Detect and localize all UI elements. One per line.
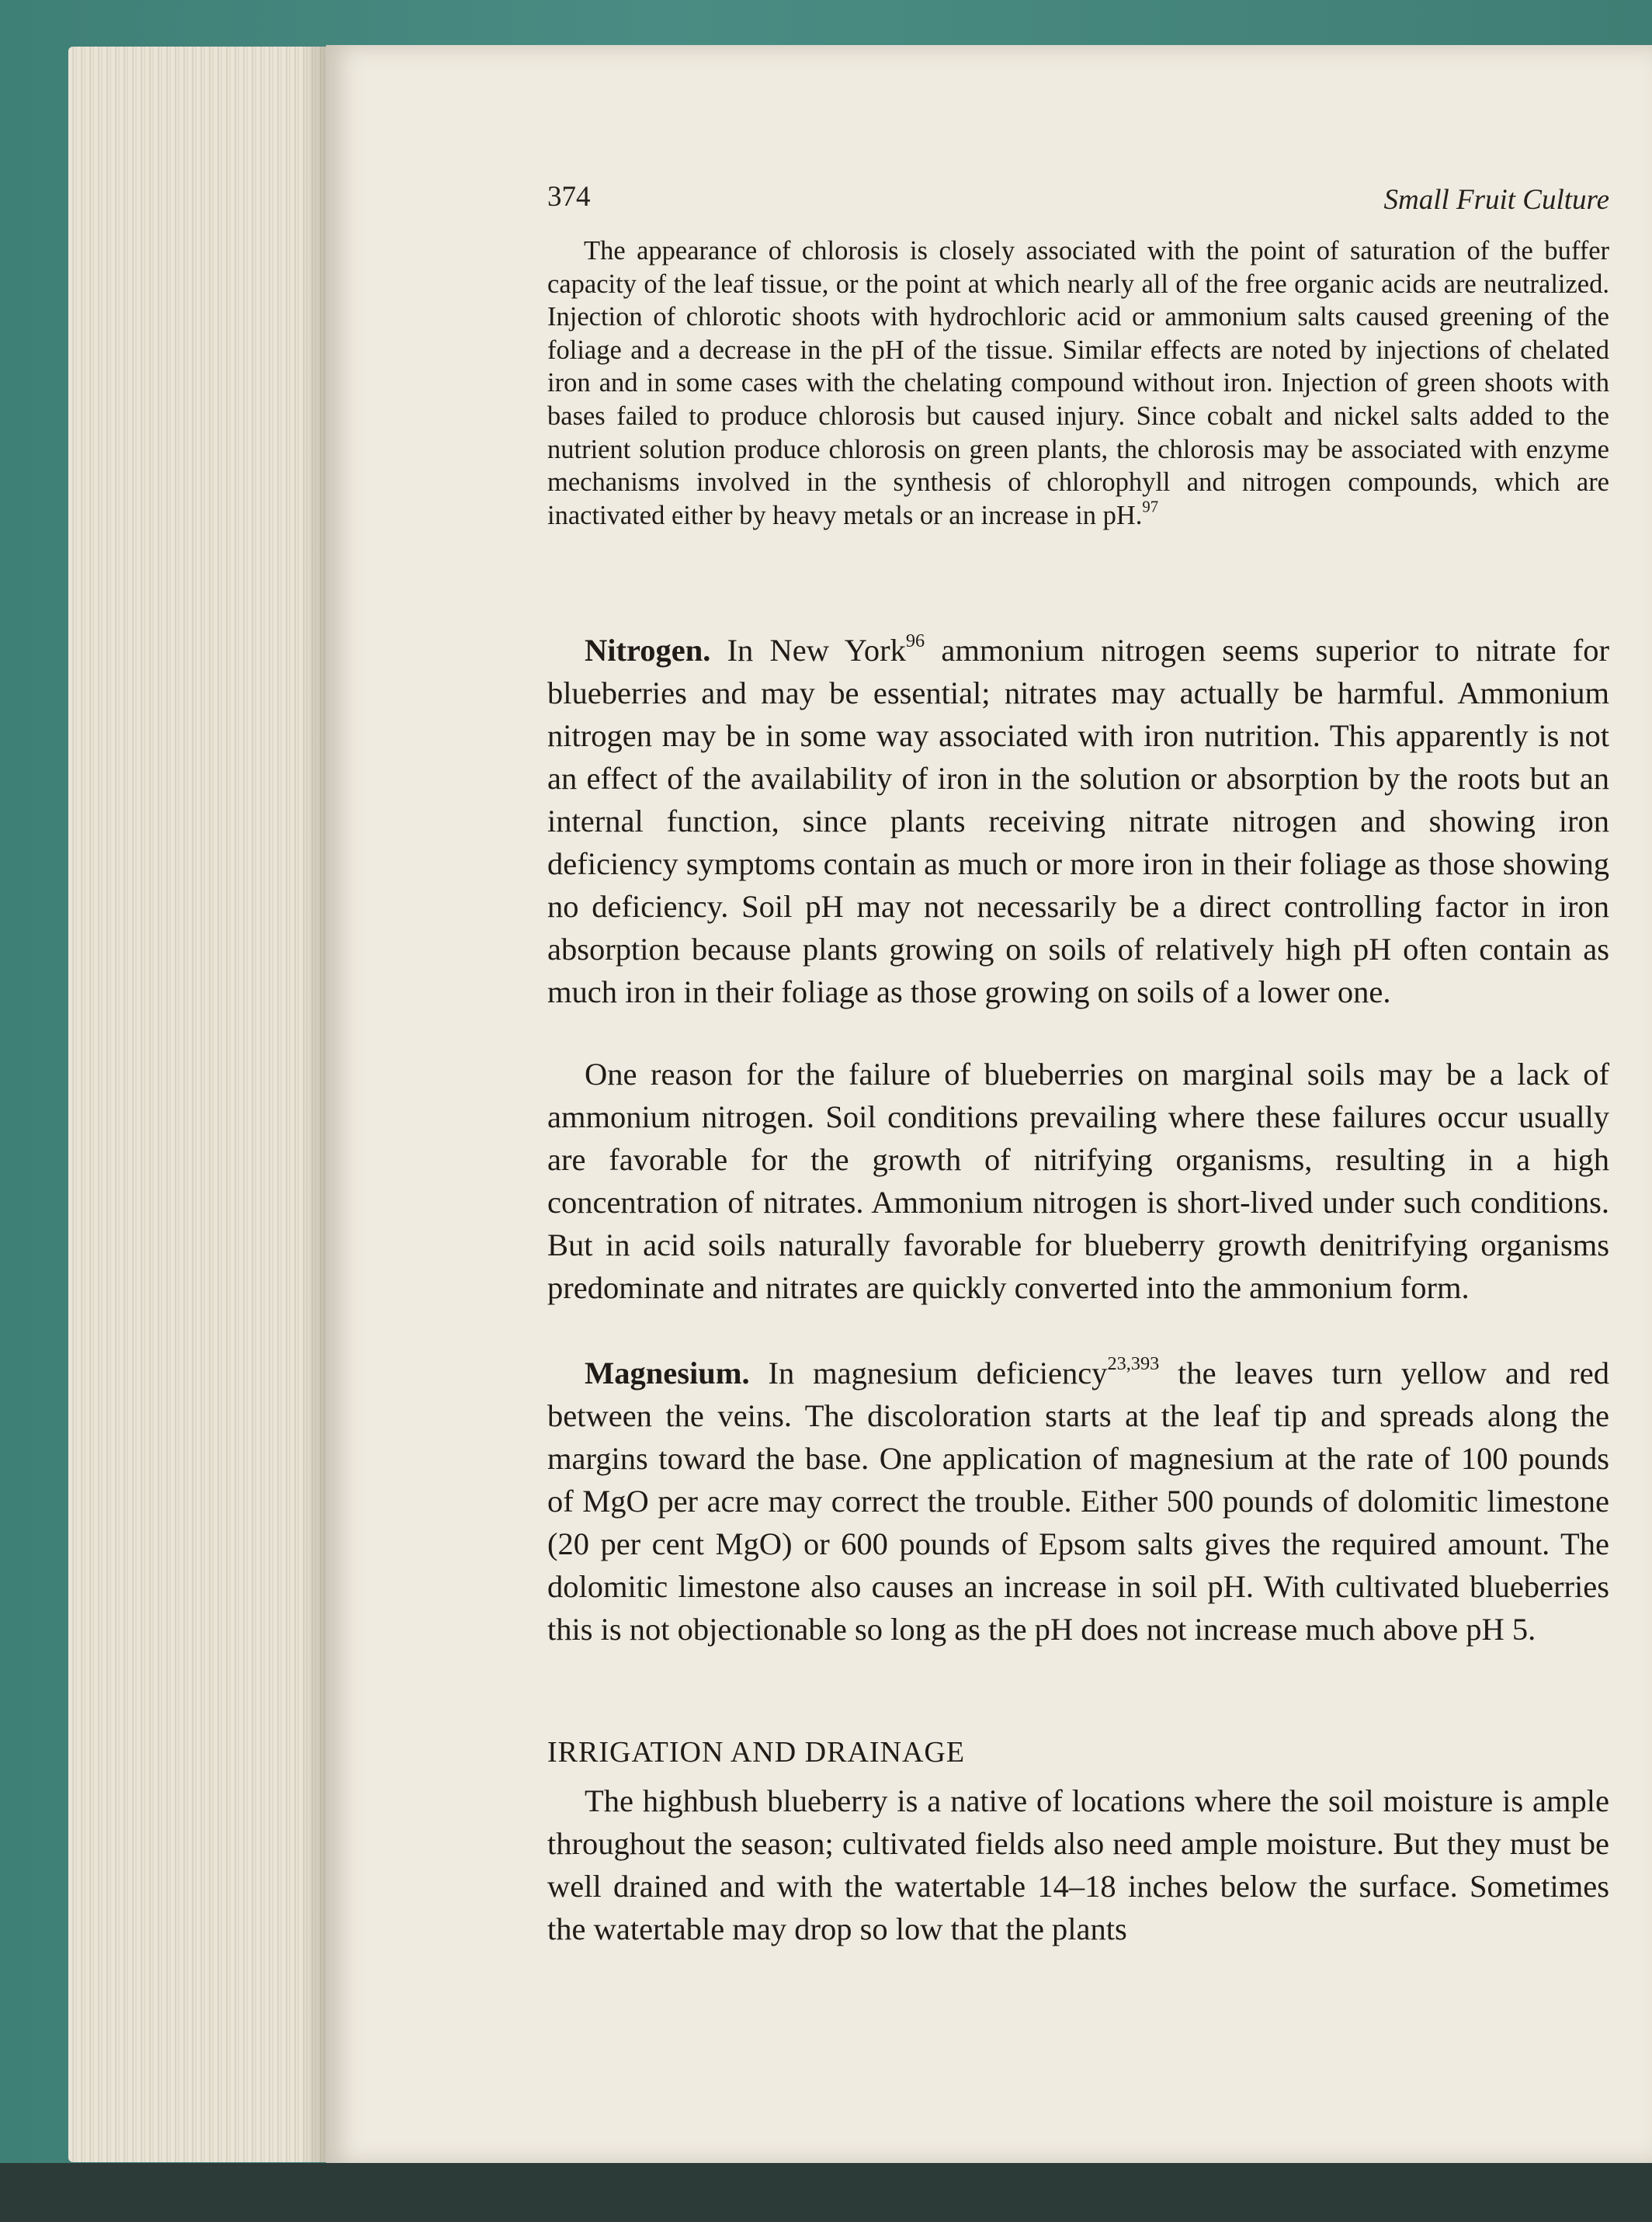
paragraph-magnesium (547, 1352, 1609, 1651)
background-band (0, 2163, 1652, 2222)
footnote-ref: 23,393 (1107, 1352, 1160, 1374)
paragraph-text: In New York (710, 633, 906, 668)
page-edges (68, 47, 332, 2162)
paragraph-text: The appearance of chlorosis is closely associated with the point of saturation of the buffer capacity of the leaf tissue, or the point at which nearly all of the free organic acids are neutralized. Injection of chlorotic shoots with hydrochloric acid or ammonium salts caused greening of the foliage and a decrease in the pH of the tissue. Similar effects are noted by injections of chelated iron and in some cases with the chelating compound without iron. Injection of green shoots with bases failed to produce chlorosis but caused injury. Since cobalt and nickel salts added to the nutrient solution produce chlorosis on green plants, the chlorosis may be associated with enzyme mechanisms involved in the synthesis of chlorophyll and nitrogen compounds, which are inactivated either by heavy metals or an increase in pH. (547, 236, 1609, 530)
running-title: Small Fruit Culture (1383, 184, 1609, 216)
paragraph-ammonium (547, 1053, 1609, 1309)
paragraph-irrigation (547, 1779, 1609, 1950)
footnote-ref: 96 (905, 630, 925, 651)
footnote-ref: 97 (1142, 498, 1159, 516)
section-run-in-heading: Nitrogen. (585, 633, 711, 668)
paragraph-text: One reason for the failure of blueberries on marginal soils may be a lack of ammonium nitrogen. Soil conditions prevailing where these failures occur usually are favorable for the growth of nitrifying organisms, resulting in a high concentration of nitrates. Ammonium nitrogen is short-lived under such conditions. But in acid soils naturally favorable for blueberry growth denitrifying organisms predominate and nitrates are quickly converted into the ammonium form. (547, 1057, 1609, 1305)
paragraph-text: the leaves turn yellow and red between the veins. The discoloration starts at the leaf tip and spreads along the margins toward the base. One application of magnesium at the rate of 100 pounds of MgO per acre may correct the trouble. Either 500 pounds of dolomitic limestone (20 per cent MgO) or 600 pounds of Epsom salts gives the required amount. The dolomitic limestone also causes an increase in soil pH. With cultivated blueberries this is not objectionable so long as the pH does not increase much above pH 5. (547, 1356, 1609, 1647)
paragraph-nitrogen (547, 629, 1609, 1013)
paragraph-text: ammonium nitrogen seems superior to nitrate for blueberries and may be essential; nitrates may actually be harmful. Ammonium nitrogen may be in some way associated with iron nutrition. This apparently is not an effect of the availability of iron in the solution or absorption by the roots but an internal function, since plants receiving nitrate nitrogen and showing iron deficiency symptoms contain as much or more iron in their foliage as those showing no deficiency. Soil pH may not necessarily be a direct controlling factor in iron absorption because plants growing on soils of relatively high pH often contain as much iron in their foliage as those growing on soils of a lower one. (547, 633, 1609, 1009)
section-heading: IRRIGATION AND DRAINAGE (547, 1736, 966, 1769)
paragraph-chlorosis (547, 234, 1609, 532)
running-head (547, 180, 1609, 219)
paragraph-text: The highbush blueberry is a native of locations where the soil moisture is ample throughout the season; cultivated fields also need ample moisture. But they must be well drained and with the watertable 14–18 inches below the surface. Sometimes the watertable may drop so low that the plants (547, 1783, 1609, 1946)
page-number: 374 (547, 181, 591, 213)
paragraph-text: In magnesium deficiency (749, 1356, 1108, 1390)
section-run-in-heading: Magnesium. (585, 1356, 750, 1390)
